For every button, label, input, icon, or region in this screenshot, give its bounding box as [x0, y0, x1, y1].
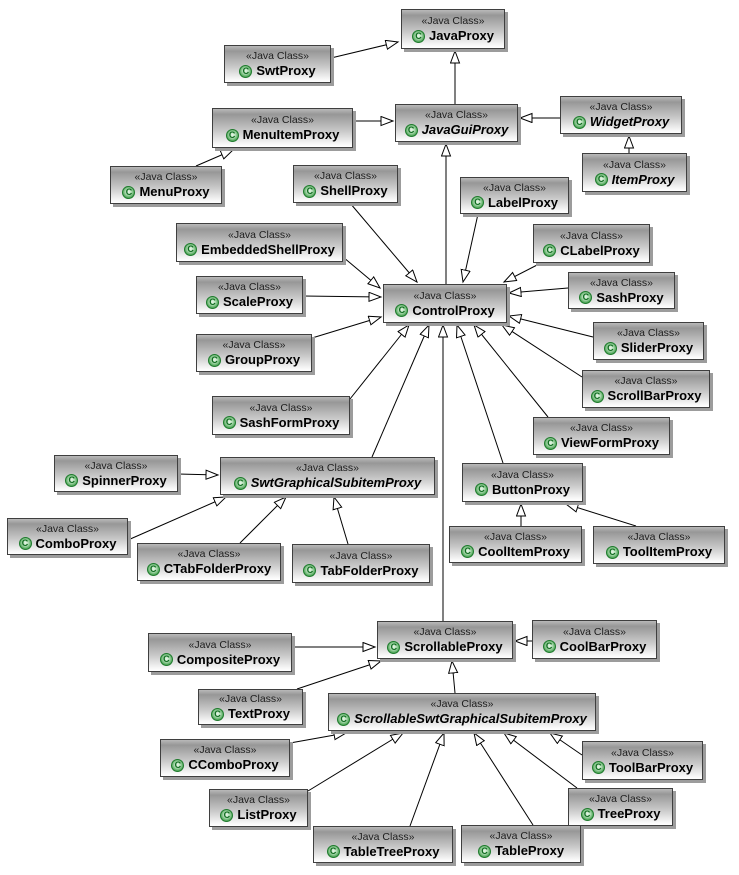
- class-node-ShellProxy[interactable]: [293, 165, 398, 203]
- class-node-TreeProxy[interactable]: [568, 788, 673, 826]
- stereotype-label: «Java Class»: [614, 375, 678, 387]
- class-name-row: [337, 711, 587, 727]
- class-icon: C: [206, 296, 219, 309]
- class-name: CComboProxy: [188, 757, 279, 772]
- generalization-edge-SliderProxy-to-ControlProxy: [509, 316, 593, 337]
- class-icon: C: [581, 808, 594, 821]
- class-name-row: [405, 122, 509, 138]
- class-node-SashProxy[interactable]: [568, 272, 675, 309]
- stereotype-label: «Java Class»: [249, 401, 313, 414]
- class-name-row: [544, 435, 659, 451]
- generalization-edge-SpinnerProxy-to-SwtGraphicalSubitemProxy: [178, 474, 218, 475]
- stereotype-label: «Java Class»: [616, 327, 681, 339]
- stereotype-label: «Java Class»: [413, 626, 477, 638]
- class-name: ScrollBarProxy: [607, 388, 702, 403]
- class-node-ButtonProxy[interactable]: [462, 463, 583, 502]
- generalization-edge-CTabFolderProxy-to-SwtGraphicalSubitemProxy: [240, 497, 286, 543]
- class-node-MenuItemProxy[interactable]: [212, 108, 353, 148]
- stereotype-label: «Java Class»: [569, 422, 634, 434]
- class-icon: C: [223, 416, 236, 429]
- generalization-edge-CLabelProxy-to-ControlProxy: [504, 263, 541, 282]
- class-name-row: [604, 340, 693, 356]
- generalization-edge-ScrollableSwtGraphicalSubitemProxy-to-ScrollableProxy: [452, 661, 455, 693]
- class-icon: C: [591, 390, 604, 403]
- class-name-row: [303, 563, 418, 579]
- stereotype-label: «Java Class»: [482, 181, 547, 194]
- class-icon: C: [412, 30, 425, 43]
- stereotype-label: «Java Class»: [602, 158, 667, 171]
- stereotype-label: «Java Class»: [227, 228, 292, 241]
- stereotype-label: «Java Class»: [193, 744, 257, 756]
- class-icon: C: [160, 653, 173, 666]
- class-name: CTabFolderProxy: [163, 561, 272, 576]
- class-name: SashProxy: [596, 289, 664, 305]
- class-name-row: [471, 195, 558, 211]
- stereotype-label: «Java Class»: [610, 746, 675, 759]
- class-name-row: [19, 536, 117, 552]
- class-name: TableProxy: [494, 843, 565, 858]
- class-name: JavaProxy: [428, 28, 495, 43]
- class-name-row: [206, 294, 293, 310]
- class-name: EmbeddedShellProxy: [201, 241, 335, 257]
- class-node-ItemProxy[interactable]: [582, 153, 687, 192]
- generalization-edge-CComboProxy-to-ScrollableSwtGraphicalSubitemProxy: [290, 733, 346, 743]
- class-name-row: [184, 242, 335, 258]
- class-icon: C: [184, 243, 197, 256]
- class-name-row: [208, 352, 300, 368]
- class-name: JavaGuiProxy: [421, 122, 509, 137]
- generalization-edge-ToolBarProxy-to-ScrollableSwtGraphicalSubitemProxy: [550, 733, 582, 755]
- class-name: CoolBarProxy: [559, 638, 647, 654]
- class-name: WidgetProxy: [589, 114, 670, 129]
- generalization-edge-EmbeddedShellProxy-to-ControlProxy: [343, 257, 380, 288]
- class-name: SwtGraphicalSubitemProxy: [250, 475, 422, 490]
- generalization-edge-TabFolderProxy-to-SwtGraphicalSubitemProxy: [334, 497, 348, 544]
- class-node-SliderProxy[interactable]: [593, 322, 704, 360]
- class-node-CoolBarProxy[interactable]: [532, 620, 657, 659]
- class-name: SwtProxy: [256, 63, 316, 78]
- class-name: ToolItemProxy: [622, 544, 713, 559]
- class-name: ButtonProxy: [492, 481, 570, 497]
- stereotype-label: «Java Class»: [562, 625, 627, 638]
- class-name-row: [211, 706, 290, 722]
- class-node-LabelProxy[interactable]: [460, 177, 569, 214]
- generalization-edge-ComboProxy-to-SwtGraphicalSubitemProxy: [128, 497, 226, 540]
- class-icon: C: [239, 65, 252, 78]
- class-icon: C: [208, 354, 221, 367]
- class-icon: C: [573, 116, 586, 129]
- class-name-row: [579, 290, 663, 306]
- class-name: SliderProxy: [620, 340, 694, 355]
- class-name-row: [171, 757, 278, 773]
- class-node-ScaleProxy[interactable]: [196, 276, 303, 314]
- class-icon: C: [471, 196, 484, 209]
- class-name: TextProxy: [228, 706, 290, 721]
- class-node-ToolBarProxy[interactable]: [582, 741, 703, 780]
- stereotype-label: «Java Class»: [245, 50, 310, 62]
- class-node-ComboProxy[interactable]: [7, 518, 128, 555]
- class-name-row: [591, 388, 702, 404]
- class-node-SashFormProxy[interactable]: [212, 396, 350, 435]
- generalization-edge-ShellProxy-to-ControlProxy: [350, 203, 417, 282]
- class-icon: C: [234, 477, 247, 490]
- stereotype-label: «Java Class»: [295, 462, 360, 474]
- class-icon: C: [461, 545, 474, 558]
- class-name-row: [592, 760, 693, 776]
- class-icon: C: [478, 845, 491, 858]
- class-icon: C: [543, 244, 556, 257]
- class-name-row: [65, 473, 167, 489]
- stereotype-label: «Java Class»: [483, 530, 548, 543]
- generalization-edge-ViewFormProxy-to-ControlProxy: [474, 325, 548, 417]
- class-node-CoolItemProxy[interactable]: [449, 526, 582, 563]
- class-node-TextProxy[interactable]: [198, 689, 303, 725]
- class-node-JavaProxy[interactable]: [401, 9, 505, 49]
- class-node-WidgetProxy[interactable]: [560, 96, 682, 134]
- class-name: ItemProxy: [611, 171, 675, 187]
- class-name: ScrollableProxy: [404, 639, 503, 654]
- class-name-row: [461, 544, 570, 560]
- class-name: GroupProxy: [224, 352, 301, 367]
- class-name: ScrollableSwtGraphicalSubitemProxy: [354, 711, 587, 726]
- stereotype-label: «Java Class»: [589, 101, 653, 113]
- class-node-TableProxy[interactable]: [461, 825, 581, 863]
- class-name: CompositeProxy: [176, 651, 281, 667]
- class-icon: C: [122, 186, 135, 199]
- stereotype-label: «Java Class»: [430, 698, 494, 710]
- stereotype-label: «Java Class»: [177, 548, 241, 560]
- class-icon: C: [595, 173, 608, 186]
- class-node-CComboProxy[interactable]: [160, 739, 290, 777]
- class-name-row: [543, 243, 639, 259]
- generalization-edge-TableTreeProxy-to-ScrollableSwtGraphicalSubitemProxy: [410, 733, 444, 826]
- class-node-JavaGuiProxy[interactable]: [395, 104, 518, 142]
- class-name-row: [387, 639, 502, 655]
- class-name: CLabelProxy: [560, 242, 640, 258]
- stereotype-label: «Java Class»: [134, 171, 198, 183]
- class-name-row: [234, 475, 422, 491]
- class-icon: C: [19, 537, 32, 550]
- generalization-edge-SwtGraphicalSubitemProxy-to-ControlProxy: [372, 325, 429, 457]
- class-node-SwtProxy[interactable]: [224, 45, 331, 83]
- class-name-row: [239, 63, 315, 79]
- generalization-edge-ScaleProxy-to-ControlProxy: [303, 296, 381, 297]
- class-icon: C: [604, 342, 617, 355]
- class-icon: C: [147, 563, 160, 576]
- class-name-row: [543, 639, 647, 655]
- class-name-row: [573, 114, 669, 130]
- class-name: TabFolderProxy: [320, 562, 419, 578]
- class-icon: C: [220, 809, 233, 822]
- class-node-ViewFormProxy[interactable]: [533, 417, 670, 455]
- class-name: LabelProxy: [487, 194, 559, 210]
- class-name: SashFormProxy: [239, 414, 340, 430]
- generalization-edge-LabelProxy-to-ControlProxy: [463, 214, 478, 282]
- stereotype-label: «Java Class»: [421, 15, 485, 27]
- stereotype-label: «Java Class»: [218, 693, 283, 705]
- class-node-ScrollBarProxy[interactable]: [582, 370, 710, 408]
- class-node-TableTreeProxy[interactable]: [313, 826, 453, 863]
- class-node-TabFolderProxy[interactable]: [292, 544, 430, 583]
- class-node-ListProxy[interactable]: [209, 789, 308, 827]
- class-icon: C: [395, 304, 408, 317]
- class-name: CoolItemProxy: [478, 543, 570, 559]
- class-icon: C: [475, 483, 488, 496]
- class-name: ListProxy: [237, 807, 297, 822]
- class-icon: C: [303, 185, 316, 198]
- stereotype-label: «Java Class»: [217, 281, 282, 293]
- class-node-CompositeProxy[interactable]: [148, 633, 292, 672]
- class-icon: C: [327, 845, 340, 858]
- class-node-CLabelProxy[interactable]: [533, 224, 650, 263]
- class-name-row: [160, 652, 280, 668]
- class-name-row: [606, 544, 712, 560]
- class-icon: C: [171, 759, 184, 772]
- class-name-row: [478, 843, 564, 859]
- class-node-ToolItemProxy[interactable]: [593, 526, 725, 564]
- generalization-edge-ScrollBarProxy-to-ControlProxy: [502, 325, 582, 377]
- stereotype-label: «Java Class»: [424, 109, 489, 121]
- class-node-SpinnerProxy[interactable]: [54, 455, 178, 492]
- generalization-edge-GroupProxy-to-ControlProxy: [312, 317, 381, 338]
- stereotype-label: «Java Class»: [226, 794, 291, 806]
- stereotype-label: «Java Class»: [329, 549, 393, 562]
- class-icon: C: [337, 713, 350, 726]
- class-name-row: [223, 415, 340, 431]
- class-icon: C: [592, 761, 605, 774]
- stereotype-label: «Java Class»: [588, 793, 653, 805]
- class-node-ScrollableSwtGraphicalSubitemProxy[interactable]: [328, 693, 596, 731]
- stereotype-label: «Java Class»: [188, 638, 252, 651]
- class-node-GroupProxy[interactable]: [196, 334, 312, 372]
- class-name: ControlProxy: [412, 302, 495, 318]
- stereotype-label: «Java Class»: [490, 468, 555, 481]
- class-icon: C: [606, 546, 619, 559]
- class-name: ShellProxy: [320, 183, 388, 198]
- class-node-ControlProxy[interactable]: [383, 284, 507, 323]
- class-name-row: [412, 28, 494, 44]
- class-name: ScaleProxy: [222, 294, 294, 309]
- generalization-edge-MenuProxy-to-MenuItemProxy: [196, 150, 233, 166]
- class-node-EmbeddedShellProxy[interactable]: [176, 223, 343, 262]
- generalization-edge-ButtonProxy-to-ControlProxy: [457, 325, 503, 463]
- generalization-edge-ToolItemProxy-to-ButtonProxy: [566, 504, 636, 526]
- class-name-row: [226, 127, 340, 143]
- stereotype-label: «Java Class»: [222, 339, 286, 351]
- class-name-row: [220, 807, 296, 823]
- class-name-row: [475, 482, 570, 498]
- stereotype-label: «Java Class»: [84, 459, 148, 472]
- class-icon: C: [543, 640, 556, 653]
- class-icon: C: [211, 708, 224, 721]
- generalization-edge-TextProxy-to-ScrollableProxy: [297, 661, 381, 689]
- class-icon: C: [303, 564, 316, 577]
- class-icon: C: [65, 474, 78, 487]
- stereotype-label: «Java Class»: [351, 830, 415, 843]
- generalization-edge-ListProxy-to-ScrollableSwtGraphicalSubitemProxy: [308, 733, 403, 791]
- class-name: TreeProxy: [597, 806, 661, 821]
- stereotype-label: «Java Class»: [559, 229, 624, 242]
- stereotype-label: «Java Class»: [250, 114, 315, 126]
- class-name-row: [395, 303, 494, 319]
- stereotype-label: «Java Class»: [589, 276, 654, 289]
- generalization-edge-SwtProxy-to-JavaProxy: [331, 42, 398, 58]
- generalization-edge-SashFormProxy-to-ControlProxy: [350, 325, 409, 399]
- class-node-ScrollableProxy[interactable]: [377, 621, 513, 659]
- generalization-edge-TreeProxy-to-ScrollableSwtGraphicalSubitemProxy: [504, 733, 577, 788]
- class-icon: C: [405, 124, 418, 137]
- stereotype-label: «Java Class»: [413, 289, 477, 302]
- stereotype-label: «Java Class»: [313, 170, 378, 182]
- stereotype-label: «Java Class»: [35, 522, 100, 535]
- class-node-MenuProxy[interactable]: [110, 166, 222, 204]
- class-name-row: [581, 806, 661, 822]
- generalization-edge-TableProxy-to-ScrollableSwtGraphicalSubitemProxy: [474, 733, 533, 825]
- class-node-CTabFolderProxy[interactable]: [137, 543, 281, 581]
- generalization-edge-SashProxy-to-ControlProxy: [509, 288, 568, 293]
- class-name-row: [147, 561, 271, 577]
- class-node-SwtGraphicalSubitemProxy[interactable]: [220, 457, 435, 495]
- class-name-row: [327, 844, 440, 860]
- class-name: ToolBarProxy: [608, 759, 694, 775]
- class-name: SpinnerProxy: [82, 472, 167, 488]
- class-name: MenuItemProxy: [242, 127, 340, 142]
- class-icon: C: [226, 129, 239, 142]
- stereotype-label: «Java Class»: [489, 830, 553, 842]
- class-name: TableTreeProxy: [343, 843, 440, 859]
- class-icon: C: [544, 437, 557, 450]
- stereotype-label: «Java Class»: [627, 531, 691, 543]
- class-name: ViewFormProxy: [560, 435, 660, 450]
- class-icon: C: [387, 641, 400, 654]
- class-name-row: [122, 184, 209, 200]
- class-name-row: [595, 172, 675, 188]
- class-name: ComboProxy: [35, 535, 117, 551]
- class-name: MenuProxy: [139, 184, 210, 199]
- class-name-row: [303, 183, 387, 199]
- class-icon: C: [579, 291, 592, 304]
